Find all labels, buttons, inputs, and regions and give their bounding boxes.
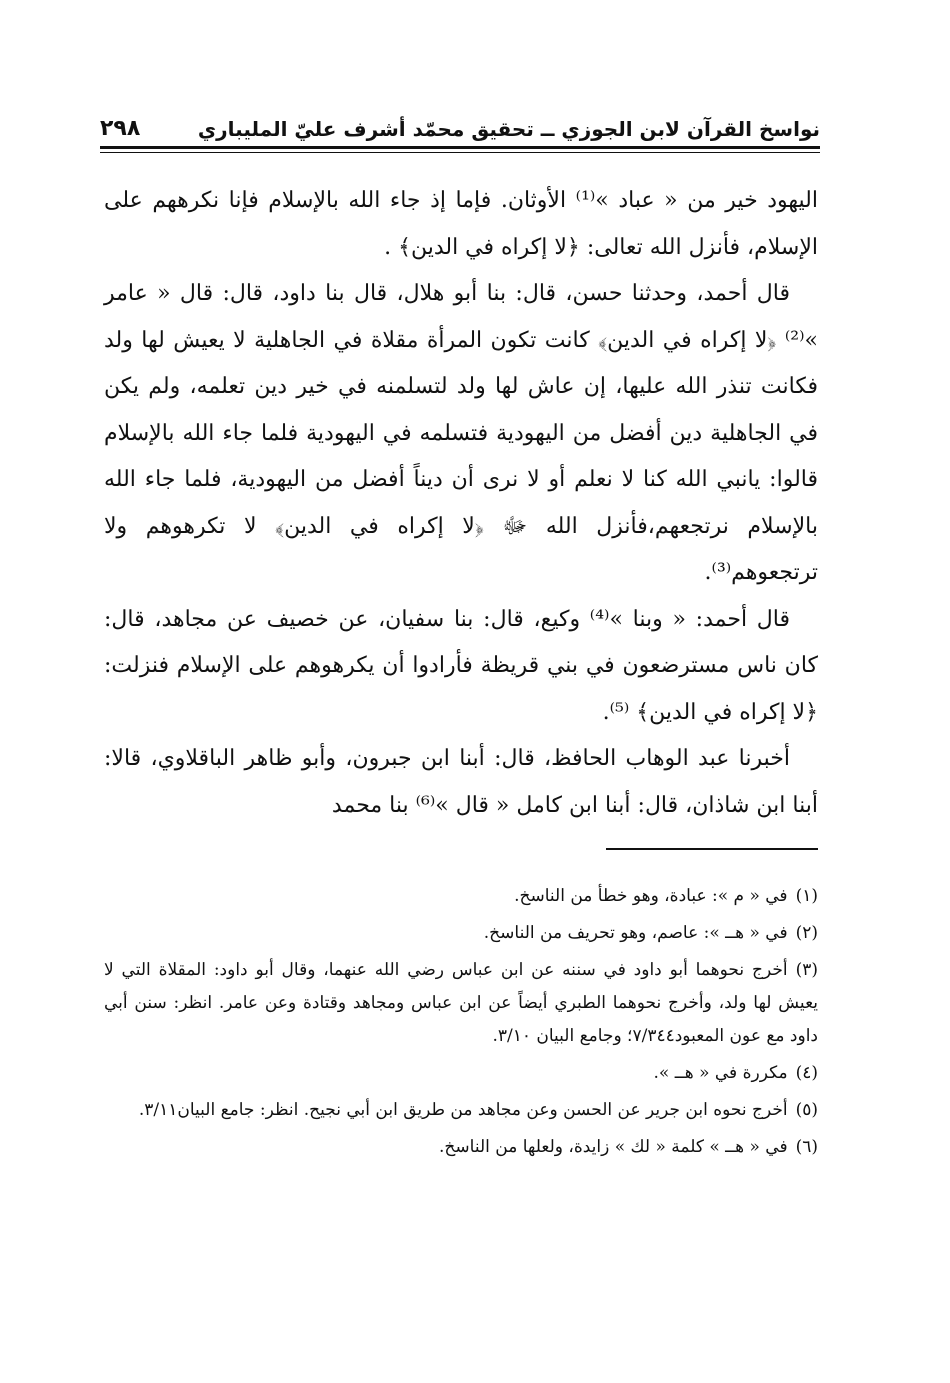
footnotes	[104, 880, 818, 1168]
paragraph: قال أحمد: « وبنا »⁽⁴⁾ وكيع، قال: بنا سفيان، عن خصيف عن مجاهد، قال: كان ناس مسترضعون في بني قريظة فأرادوا أن يكرهوهم على الإسلام فنزلت: ﴿لا إكراه في الدين﴾ ⁽⁵⁾.	[104, 606, 818, 725]
footnote	[104, 1094, 818, 1127]
footnote-text: أخرج نحوهما أبو داود في سننه عن ابن عباس رضي الله عنهما، وقال أبو داود: المقلاة التي لا يعيش لها ولد، وأخرج نحوهما الطبري أيضاً عن ابن عباس ومجاهد وقتادة وعن عامر. انظر: سنن أبي داود مع عون المعبود٧/٣٤٤؛ وجامع البيان ٣/١٠.	[104, 960, 818, 1046]
footnote-number: (٤)	[795, 1063, 818, 1083]
footnote	[104, 1057, 818, 1090]
footnote-number: (١)	[795, 886, 818, 906]
footnote-text: مكررة في « هــ ».	[653, 1063, 788, 1083]
footnote-text: في « م »: عبادة، وهو خطأ من الناسخ.	[514, 886, 788, 906]
footnote-number: (٥)	[795, 1100, 818, 1120]
paragraph: اليهود خير من « عباد »⁽¹⁾ الأوثان. فإما إذ جاء الله بالإسلام فإنا نكرههم على الإسلام، فأنزل الله تعالى: ﴿لا إكراه في الدين﴾ .	[104, 188, 818, 260]
footnote-text: أخرج نحوه ابن جرير عن الحسن وعن مجاهد من طريق ابن أبي نجيح. انظر: جامع البيان٣/١١.	[138, 1100, 788, 1120]
footnote	[104, 880, 818, 913]
footnote	[104, 917, 818, 950]
footnote-text: في « هــ » كلمة « لك » زايدة، ولعلها من الناسخ.	[439, 1137, 788, 1157]
footnote-number: (٢)	[795, 923, 818, 943]
footnote-number: (٣)	[795, 960, 818, 980]
footnote-text: في « هــ »: عاصم، وهو تحريف من الناسخ.	[483, 923, 788, 943]
footnote	[104, 1131, 818, 1164]
footnote-number: (٦)	[795, 1137, 818, 1157]
footnote	[104, 954, 818, 1053]
header-rule-thick	[100, 146, 820, 149]
header-title: نواسخ القرآن لابن الجوزي ــ تحقيق محمّد أشرف عليّ المليباري	[197, 117, 820, 141]
running-header	[100, 112, 820, 146]
paragraph: قال أحمد، وحدثنا حسن، قال: بنا أبو هلال، قال بنا داود، قال: قال « عامر »⁽²⁾ ﴿لا إكراه في الدين﴾ كانت تكون المرأة مقلاة في الجاهلية لا يعيش لها ولد فكانت تنذر الله عليها، إن عاش لها ولد لتسلمنه في خير دين تعلمه، ولم يكن في الجاهلية دين أفضل من اليهودية فتسلمه في اليهودية فلما جاء الله بالإسلام قالوا: يانبي الله كنا لا نعلم أو لا نرى أن ديناً أفضل من اليهودية، فلما جاء الله بالإسلام نرتجعهم،فأنزل الله ﷻ ﴿لا إكراه في الدين﴾ لا تكرهوهم ولا ترتجعوهم⁽³⁾.	[104, 281, 818, 585]
footnote-separator	[606, 848, 818, 850]
main-text	[104, 178, 818, 829]
page-number: ٢٩٨	[100, 116, 141, 141]
header-rule-thin	[100, 152, 820, 153]
paragraph: أخبرنا عبد الوهاب الحافظ، قال: أبنا ابن جبرون، وأبو ظاهر الباقلاوي، قالا: أبنا ابن شاذان، قال: أبنا ابن كامل « قال »⁽⁶⁾ بنا محمد	[104, 746, 818, 818]
